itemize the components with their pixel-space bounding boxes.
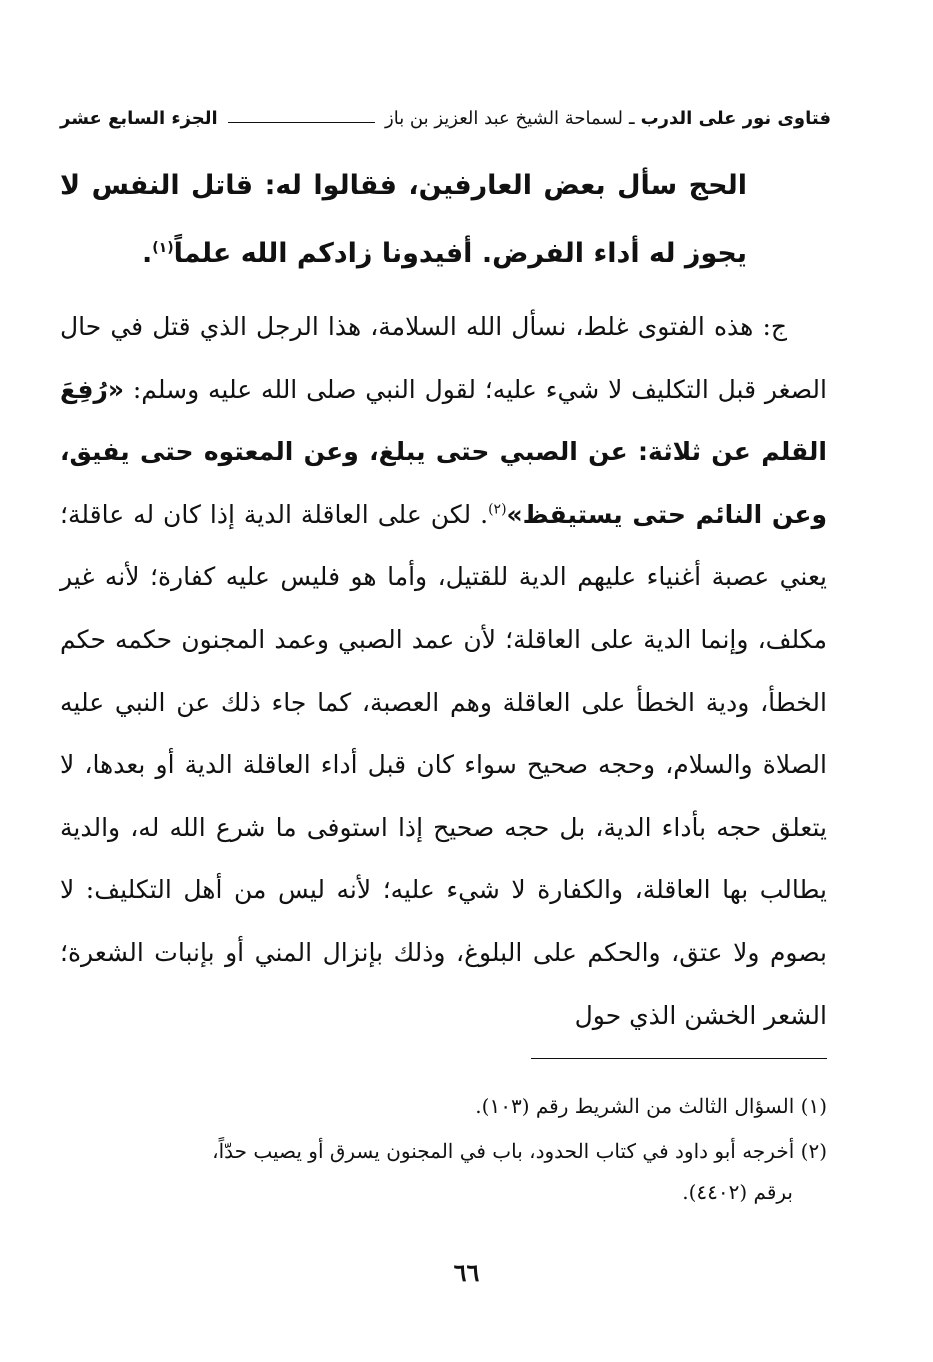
question-end: . [141,238,153,269]
footnote-separator [531,1058,827,1059]
header-dash: ـ [629,107,635,129]
footnotes [60,1086,827,1217]
answer-text-rest: . لكن على العاقلة الدية إذا كان له عاقلة؛ يعني عصبة أغنياء عليهم الدية للقتيل، وأما هو فليس عليه كفارة؛ لأنه غير مكلف، وإنما الدية على العاقلة؛ لأن عمد الصبي وعمد المجنون حكمه حكم الخطأ، ودية الخطأ على العاقلة وهم العصبة، كما جاء ذلك عن النبي عليه الصلاة والسلام، وحجه صحيح سواء كان قبل أداء العاقلة الدية أو بعدها، لا يتعلق حجه بأداء الدية، بل حجه صحيح إذا استوفى ما شرع الله له، والدية يطالب بها العاقلة، والكفارة لا شيء عليه؛ لأنه ليس من أهل التكليف: لا بصوم ولا عتق، والحكم على البلوغ، وذلك بإنزال المني أو بإنبات الشعرة؛ الشعر الخشن الذي حول [60,499,827,1030]
footnote-number: (٢) [800,1139,827,1163]
answer-text-start: ج: هذه الفتوى غلط، نسأل الله السلامة، هذا الرجل الذي قتل في حال الصغر قبل التكليف لا شيء عليه؛ لقول النبي صلى الله عليه وسلم: [60,312,827,404]
hadith-quote: «رُفِعَ القلم عن ثلاثة: عن الصبي حتى يبلغ، وعن المعتوه حتى يفيق، وعن النائم حتى يستيقظ» [60,374,827,529]
question-block [60,152,747,288]
footnote-1 [60,1086,827,1127]
footnote-ref-2[interactable]: (٢) [488,501,507,518]
page-number: ٦٦ [453,1258,480,1287]
footnote-2 [60,1131,827,1213]
footnote-ref-1[interactable]: (١) [152,240,174,256]
book-title: فتاوى نور على الدرب [640,107,831,129]
footnote-continuation: برقم (٤٤٠٢). [682,1180,793,1204]
volume-label: الجزء السابع عشر [60,107,218,129]
header-rule [228,122,375,123]
footnote-text: أخرجه أبو داود في كتاب الحدود، باب في المجنون يسرق أو يصيب حدّاً، [212,1139,795,1163]
answer-block [60,296,827,1047]
header-author: لسماحة الشيخ عبد العزيز بن باز [385,107,623,129]
footnote-text: السؤال الثالث من الشريط رقم (١٠٣). [475,1094,795,1118]
running-header [60,98,831,138]
question-text: الحج سأل بعض العارفين، فقالوا له: قاتل النفس لا يجوز له أداء الفرض. أفيدونا زادكم الله علماً [60,170,747,269]
footnote-number: (١) [800,1094,827,1118]
